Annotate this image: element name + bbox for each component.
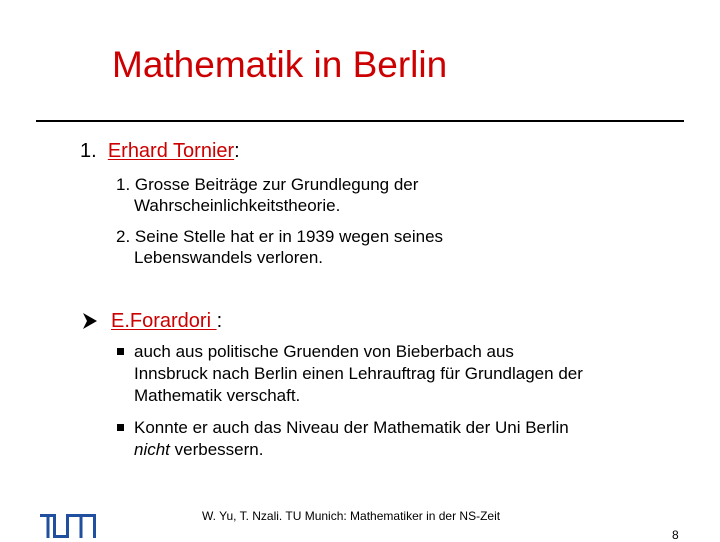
point-number: 2. — [116, 227, 131, 246]
section1-point-2 — [116, 226, 443, 247]
section1-point-1-cont: Wahrscheinlichkeitstheorie. — [134, 196, 341, 215]
footer-text: W. Yu, T. Nzali. TU Munich: Mathematiker in der NS-Zeit — [202, 509, 501, 523]
section1-number: 1. — [80, 140, 97, 162]
section2-colon: : — [216, 310, 223, 332]
section2-point-2-line2 — [134, 439, 263, 460]
tornier-link[interactable]: Erhard Tornier — [107, 140, 235, 162]
section2-point-1-line2: Innsbruck nach Berlin einen Lehrauftrag für Grundlagen der — [134, 364, 583, 383]
section1-point-1 — [116, 174, 418, 195]
section2-point-1-line1: auch aus politische Gruenden von Bieberbach aus — [134, 342, 514, 361]
point-text-rest: verbessern. — [169, 440, 264, 459]
section1-point-2-cont: Lebenswandels verloren. — [134, 248, 324, 267]
emphasis-word: nicht — [134, 440, 170, 459]
square-bullet-icon — [117, 424, 124, 431]
title-divider — [36, 120, 684, 122]
section2-point-2-line1: Konnte er auch das Niveau der Mathematik der Uni Berlin — [134, 418, 569, 437]
page-number: 8 — [672, 528, 679, 542]
point-text-line1: Grosse Beiträge zur Grundlegung der — [134, 175, 419, 194]
section1-heading — [80, 140, 240, 163]
section2-heading — [111, 310, 222, 333]
section2-point-1-line3: Mathematik verschaft. — [134, 386, 301, 405]
section1-colon: : — [234, 140, 240, 162]
tum-logo-icon — [40, 514, 96, 538]
slide-title: Mathematik in Berlin — [112, 44, 448, 85]
forardori-link[interactable]: E.Forardori — [111, 310, 217, 332]
point-number: 1. — [116, 175, 131, 194]
square-bullet-icon — [117, 348, 124, 355]
point-text-line1: Seine Stelle hat er in 1939 wegen seines — [134, 227, 444, 246]
arrow-bullet-icon — [80, 311, 100, 331]
